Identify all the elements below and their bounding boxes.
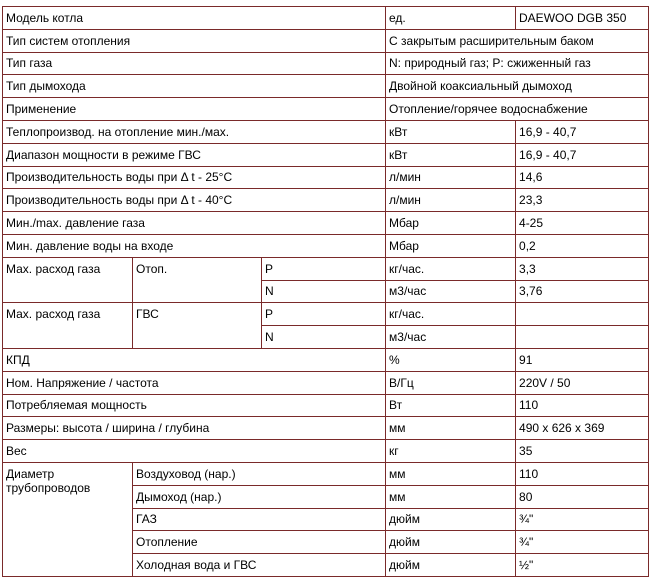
application-label: Применение xyxy=(3,98,386,121)
gas-pressure-unit: Мбар xyxy=(386,212,516,235)
pipe-item-unit: дюйм xyxy=(386,554,516,577)
pipe-item-unit: дюйм xyxy=(386,508,516,531)
pipe-item-value: ¾" xyxy=(516,508,649,531)
pipe-item-label: Холодная вода и ГВС xyxy=(133,554,386,577)
gas-flow-dhw-n-label: N xyxy=(262,326,386,349)
pipe-item-label: Дымоход (нар.) xyxy=(133,485,386,508)
pipe-item-value: 80 xyxy=(516,485,649,508)
table-row xyxy=(3,212,649,235)
table-row xyxy=(3,143,649,166)
efficiency-label: КПД xyxy=(3,348,386,371)
table-row xyxy=(3,75,649,98)
gas-flow-heating-sub: Отоп. xyxy=(133,257,262,303)
pipe-item-value: ½" xyxy=(516,554,649,577)
gas-flow-dhw-p-unit: кг/час. xyxy=(386,303,516,326)
water-pressure-value: 0,2 xyxy=(516,234,649,257)
table-row xyxy=(3,120,649,143)
model-value: DAEWOO DGB 350 xyxy=(516,7,649,30)
pipe-item-unit: мм xyxy=(386,485,516,508)
heating-system-value: С закрытым расширительным баком xyxy=(386,29,649,52)
gas-flow-heating-p-value: 3,3 xyxy=(516,257,649,280)
dhw-power-unit: кВт xyxy=(386,143,516,166)
water-40-value: 23,3 xyxy=(516,189,649,212)
chimney-type-label: Тип дымохода xyxy=(3,75,386,98)
water-25-label: Производительность воды при Δ t - 25°С xyxy=(3,166,386,189)
voltage-value: 220V / 50 xyxy=(516,371,649,394)
table-row xyxy=(3,189,649,212)
table-row xyxy=(3,440,649,463)
dhw-power-label: Диапазон мощности в режиме ГВС xyxy=(3,143,386,166)
chimney-type-value: Двойной коаксиальный дымоход xyxy=(386,75,649,98)
dimensions-value: 490 x 626 x 369 xyxy=(516,417,649,440)
table-row xyxy=(3,417,649,440)
gas-flow-heating-p-unit: кг/час. xyxy=(386,257,516,280)
water-25-unit: л/мин xyxy=(386,166,516,189)
table-row xyxy=(3,394,649,417)
water-40-label: Производительность воды при Δ t - 40°С xyxy=(3,189,386,212)
water-40-unit: л/мин xyxy=(386,189,516,212)
efficiency-value: 91 xyxy=(516,348,649,371)
gas-flow-dhw-sub: ГВС xyxy=(133,303,262,349)
gas-flow-heating-n-value: 3,76 xyxy=(516,280,649,303)
pipe-item-label: Воздуховод (нар.) xyxy=(133,462,386,485)
weight-unit: кг xyxy=(386,440,516,463)
gas-flow-heating-label: Мах. расход газа xyxy=(3,257,133,303)
model-unit: ед. xyxy=(386,7,516,30)
gas-flow-dhw-n-unit: м3/час xyxy=(386,326,516,349)
voltage-unit: В/Гц xyxy=(386,371,516,394)
gas-flow-dhw-label: Мах. расход газа xyxy=(3,303,133,349)
gas-pressure-value: 4-25 xyxy=(516,212,649,235)
table-row xyxy=(3,52,649,75)
gas-flow-dhw-p-label: P xyxy=(262,303,386,326)
gas-type-label: Тип газа xyxy=(3,52,386,75)
model-label: Модель котла xyxy=(3,7,386,30)
gas-flow-dhw-p-value xyxy=(516,303,649,326)
dimensions-unit: мм xyxy=(386,417,516,440)
pipe-item-unit: дюйм xyxy=(386,531,516,554)
water-pressure-label: Мин. давление воды на входе xyxy=(3,234,386,257)
gas-flow-dhw-n-value xyxy=(516,326,649,349)
table-row xyxy=(3,98,649,121)
pipes-label: Диаметр трубопроводов xyxy=(3,462,133,576)
table-row xyxy=(3,234,649,257)
pipe-item-label: Отопление xyxy=(133,531,386,554)
weight-value: 35 xyxy=(516,440,649,463)
efficiency-unit: % xyxy=(386,348,516,371)
gas-type-value: N: природный газ; P: сжиженный газ xyxy=(386,52,649,75)
voltage-label: Ном. Напряжение / частота xyxy=(3,371,386,394)
heat-output-value: 16,9 - 40,7 xyxy=(516,120,649,143)
heating-system-label: Тип систем отопления xyxy=(3,29,386,52)
pipe-item-label: ГАЗ xyxy=(133,508,386,531)
table-row xyxy=(3,371,649,394)
gas-flow-heating-n-label: N xyxy=(262,280,386,303)
table-row xyxy=(3,166,649,189)
power-unit: Вт xyxy=(386,394,516,417)
heat-output-unit: кВт xyxy=(386,120,516,143)
table-row xyxy=(3,348,649,371)
table-row xyxy=(3,29,649,52)
pipe-item-value: 110 xyxy=(516,462,649,485)
dhw-power-value: 16,9 - 40,7 xyxy=(516,143,649,166)
table-row xyxy=(3,303,649,326)
gas-pressure-label: Мин./max. давление газа xyxy=(3,212,386,235)
pipe-item-unit: мм xyxy=(386,462,516,485)
table-row xyxy=(3,7,649,30)
table-row xyxy=(3,462,649,485)
water-25-value: 14,6 xyxy=(516,166,649,189)
weight-label: Вес xyxy=(3,440,386,463)
gas-flow-heating-n-unit: м3/час xyxy=(386,280,516,303)
dimensions-label: Размеры: высота / ширина / глубина xyxy=(3,417,386,440)
boiler-spec-table xyxy=(2,6,649,577)
application-value: Отопление/горячее водоснабжение xyxy=(386,98,649,121)
pipe-item-value: ¾" xyxy=(516,531,649,554)
gas-flow-heating-p-label: P xyxy=(262,257,386,280)
power-label: Потребляемая мощность xyxy=(3,394,386,417)
heat-output-label: Теплопроизвод. на отопление мин./мах. xyxy=(3,120,386,143)
table-row xyxy=(3,257,649,280)
power-value: 110 xyxy=(516,394,649,417)
water-pressure-unit: Мбар xyxy=(386,234,516,257)
